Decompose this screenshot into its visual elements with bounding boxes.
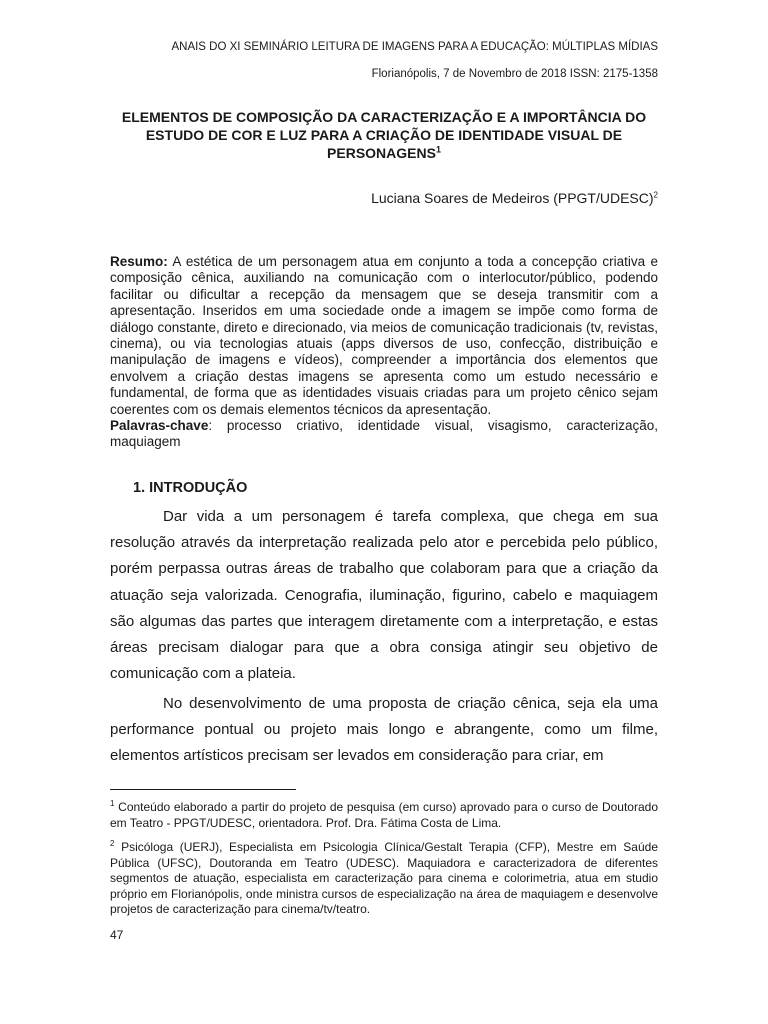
- abstract-label: Resumo:: [110, 254, 168, 269]
- author-line: [371, 190, 658, 206]
- author-footnote-mark: 2: [653, 190, 658, 200]
- abstract: [110, 254, 658, 418]
- body-paragraph: No desenvolvimento de uma proposta de criação cênica, seja ela uma performance pontual ou projeto mais longo e abrangente, como um filme, elementos artísticos precisam ser levados em consideração para criar, em: [110, 695, 658, 765]
- paper-title: [110, 108, 658, 162]
- abstract-text: A estética de um personagem atua em conjunto a toda a concepção criativa e composição cênica, auxiliando na comunicação com o interlocutor/público, podendo facilitar ou dificultar a recepção da mensagem que se deseja transmitir com a apresentação. Inseridos em uma sociedade onde a imagem se impõe como forma de diálogo constante, direto e direcionado, via meios de comunicação tradicionais (tv, revistas, cinema), ou via tecnologias atuais (apps diversos de uso, confecção, distribuição e manipulação de imagens e vídeos), compreender a importância dos elementos que envolvem a criação destas imagens se apresenta como um estudo necessário e fundamental, de forma que as identidades visuais criadas para um projeto cênico sejam coerentes com os demais elementos técnicos da apresentação.: [110, 254, 658, 417]
- page-number: 47: [110, 928, 124, 942]
- paper-title-text: ELEMENTOS DE COMPOSIÇÃO DA CARACTERIZAÇÃO E A IMPORTÂNCIA DO ESTUDO DE COR E LUZ PARA A CRIAÇÃO DE IDENTIDADE VISUAL DE PERSONAGENS: [121, 109, 647, 161]
- footnote-mark: 1: [110, 799, 115, 808]
- running-header-date-issn: Florianópolis, 7 de Novembro de 2018 ISSN: 2175-1358: [371, 68, 658, 80]
- body-paragraph: Dar vida a um personagem é tarefa complexa, que chega em sua resolução através da interpretação realizada pelo ator e percebida pelo público, porém perpassa outras áreas de trabalho que colaboram para que a criação da atuação seja valorizada. Cenografia, iluminação, figurino, cabelo e maquiagem são algumas das partes que interagem diretamente com a interpretação, e estas áreas precisam dialogar para que a obra consiga atingir seu objetivo de comunicação com a plateia.: [110, 508, 658, 683]
- footnote-2: [110, 836, 658, 918]
- title-footnote-mark: 1: [435, 144, 441, 155]
- keywords-text: : processo criativo, identidade visual, visagismo, caracterização, maquiagem: [110, 418, 658, 450]
- footnote-text: Conteúdo elaborado a partir do projeto de pesquisa (em curso) aprovado para o curso de Doutorado em Teatro - PPGT/UDESC, orientadora. Prof. Dra. Fátima Costa de Lima.: [110, 800, 658, 830]
- running-header-title: ANAIS DO XI SEMINÁRIO LEITURA DE IMAGENS PARA A EDUCAÇÃO: MÚLTIPLAS MÍDIAS: [171, 41, 658, 53]
- footnote-divider: [110, 789, 296, 790]
- keywords: [110, 418, 658, 451]
- section-heading: 1. INTRODUÇÃO: [133, 480, 248, 496]
- footnote-text: Psicóloga (UERJ), Especialista em Psicologia Clínica/Gestalt Terapia (CFP), Mestre em Saúde Pública (UFSC), Doutoranda em Teatro (UDESC). Maquiadora e caracterizadora de diferentes segmentos de atuação, especialista em caracterização para cinema e colorimetria, atua em studio próprio em Florianópolis, onde ministra cursos de especialização na área de maquiagem e desenvolve projetos de caracterização para cinema/tv/teatro.: [110, 840, 658, 917]
- author-name: Luciana Soares de Medeiros (PPGT/UDESC): [371, 190, 654, 206]
- footnote-1: [110, 796, 658, 831]
- keywords-label: Palavras-chave: [110, 418, 209, 433]
- footnote-mark: 2: [110, 839, 115, 848]
